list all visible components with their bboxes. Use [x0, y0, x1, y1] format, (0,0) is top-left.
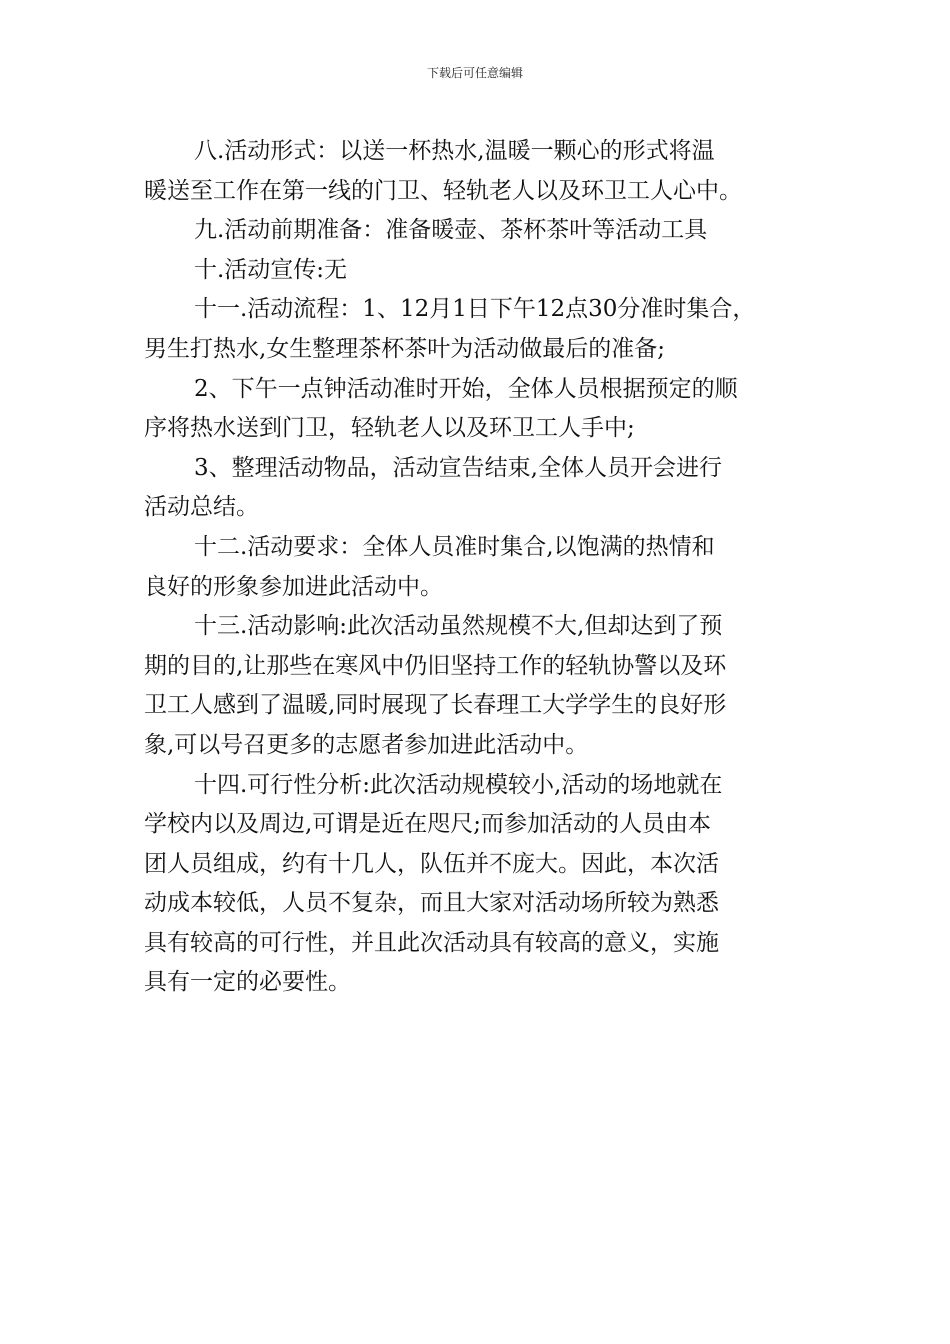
paragraph-activity-form [144, 132, 810, 211]
text-line: 学校内以及周边,可谓是近在咫尺;而参加活动的人员由本 [144, 811, 712, 838]
text-line: 团人员组成，约有十几人，队伍并不庞大。因此，本次活 [144, 850, 719, 877]
paragraph-publicity [144, 251, 810, 291]
paragraph-preparation [144, 211, 810, 251]
text-line: 八.活动形式：以送一杯热水,温暖一颗心的形式将温 [194, 138, 715, 164]
text-line: 序将热水送到门卫，轻轨老人以及环卫工人手中; [144, 415, 635, 442]
paragraph-process-step-2 [144, 370, 810, 449]
text-line: 具有较高的可行性，并且此次活动具有较高的意义，实施 [144, 929, 719, 956]
document-body [144, 132, 810, 1003]
paragraph-requirements [144, 528, 810, 607]
text-line: 良好的形象参加进此活动中。 [144, 573, 443, 600]
text-line: 十二.活动要求：全体人员准时集合,以饱满的热情和 [194, 533, 715, 560]
text-line: 十一.活动流程：1、12月1日下午12点30分准时集合， [194, 296, 756, 323]
text-line: 十.活动宣传:无 [194, 256, 348, 283]
text-line: 九.活动前期准备：准备暖壶、茶杯茶叶等活动工具 [194, 217, 708, 244]
text-line: 十四.可行性分析:此次活动规模较小,活动的场地就在 [194, 771, 723, 798]
page-header: 下载后可任意编辑 [426, 66, 523, 80]
text-line: 动成本较低，人员不复杂，而且大家对活动场所较为熟悉 [144, 890, 719, 917]
paragraph-process-step-3 [144, 449, 810, 528]
text-line: 期的目的,让那些在寒风中仍旧坚持工作的轻轨协警以及环 [144, 652, 727, 679]
text-line: 具有一定的必要性。 [144, 969, 351, 996]
text-line: 男生打热水,女生整理茶杯茶叶为活动做最后的准备; [144, 335, 666, 362]
text-line: 活动总结。 [144, 494, 259, 521]
text-line: 卫工人感到了温暖,同时展现了长春理工大学学生的良好形 [144, 692, 727, 719]
text-line: 2、下午一点钟活动准时开始，全体人员根据预定的顺 [194, 375, 738, 402]
paragraph-feasibility [144, 766, 810, 1004]
text-line: 十三.活动影响:此次活动虽然规模不大,但却达到了预 [194, 613, 723, 640]
text-line: 3、整理活动物品，活动宣告结束,全体人员开会进行 [194, 454, 722, 481]
text-line: 象,可以号召更多的志愿者参加进此活动中。 [144, 731, 589, 758]
paragraph-process [144, 290, 810, 369]
paragraph-impact [144, 607, 810, 765]
text-line: 暖送至工作在第一线的门卫、轻轨老人以及环卫工人心中。 [144, 177, 742, 204]
